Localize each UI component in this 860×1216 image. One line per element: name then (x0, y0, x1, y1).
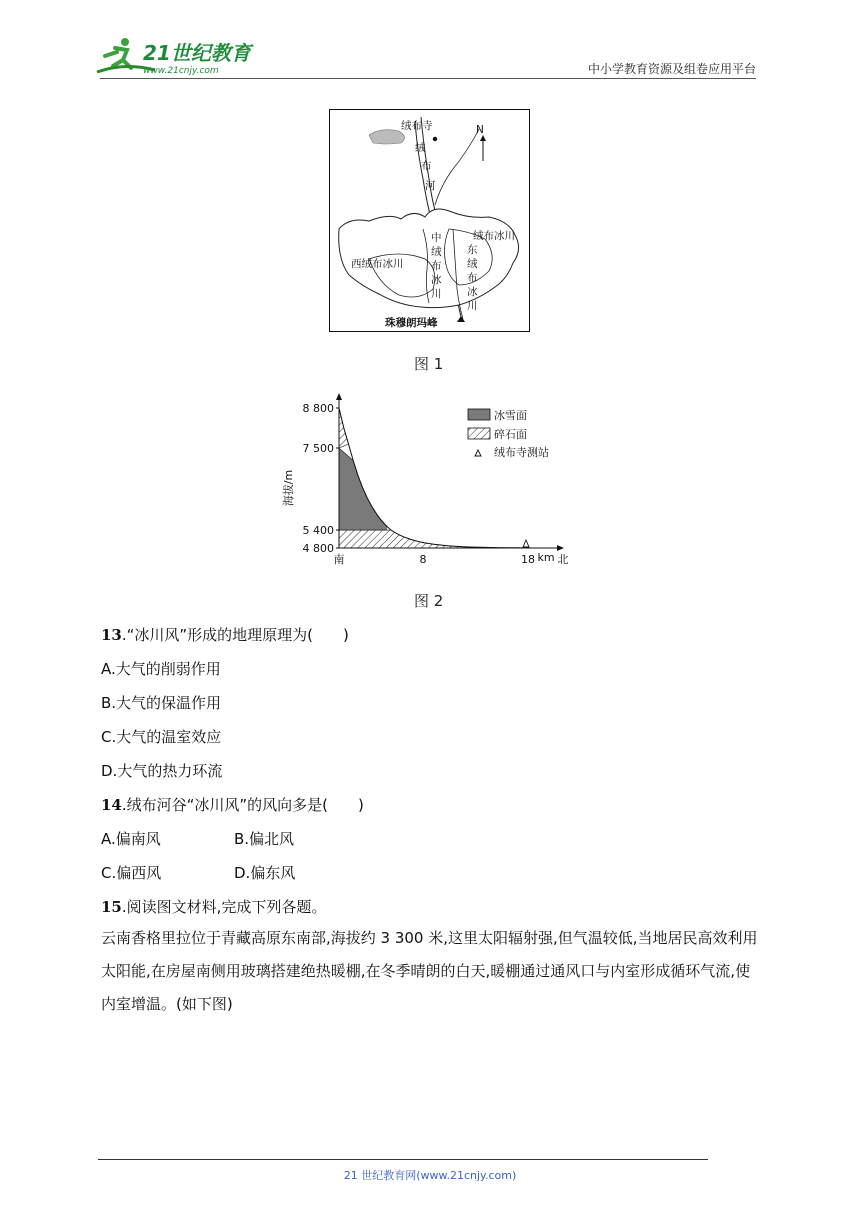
q13-option-b[interactable]: B.大气的保温作用 (101, 694, 222, 712)
gravel-band-low (339, 530, 528, 548)
x-axis-arrow-icon (557, 545, 564, 551)
figure1-caption: 图 1 (414, 355, 444, 373)
logo-text: 21世纪教育 (143, 41, 251, 65)
y-tick-label-2: 5 400 (302, 524, 334, 537)
q14-option-c[interactable]: C.偏西风 (101, 864, 162, 882)
q14-option-d[interactable]: D.偏东风 (234, 864, 296, 882)
map-label-middle-glacier-2: 绒 (431, 246, 442, 258)
map-label-river-3: 河 (425, 180, 436, 192)
legend-label-station: 绒布寺测站 (494, 446, 549, 459)
y-axis-arrow-icon (336, 393, 342, 400)
legend-label-snow-ice: 冰雪面 (494, 409, 527, 422)
figure2-caption: 图 2 (414, 592, 444, 610)
temple-marker-icon (433, 137, 437, 141)
map-label-rongbuk-glacier: 绒布冰川 (473, 230, 515, 242)
y-tick-label-3: 4 800 (302, 542, 334, 555)
map-label-middle-glacier-1: 中 (431, 232, 442, 244)
map-label-east-glacier-3: 布 (467, 272, 478, 284)
footer-divider (98, 1159, 708, 1160)
chart-ylabel: 海拔/m (282, 469, 295, 507)
map-label-east-glacier-1: 东 (467, 244, 478, 256)
map-label-peak: 珠穆朗玛峰 (385, 317, 438, 329)
x-unit-label: km (537, 551, 555, 564)
map-label-north: N (476, 124, 484, 136)
site-logo (95, 36, 265, 78)
y-tick-label-1: 7 500 (302, 442, 334, 455)
logo-url: www.21cnjy.com (143, 66, 219, 76)
chart-legend (468, 408, 549, 459)
station-triangle-icon (523, 540, 529, 547)
chart-plot-area (303, 393, 569, 566)
figure1-map (329, 109, 530, 332)
question-14: 14.绒布河谷“冰川风”的风向多是( ) (101, 796, 364, 814)
map-label-river-2: 布 (421, 160, 432, 172)
map-label-east-glacier-4: 冰 (467, 286, 478, 298)
y-tick-label-0: 8 800 (302, 402, 334, 415)
q13-option-d[interactable]: D.大气的热力环流 (101, 762, 223, 780)
q13-option-a[interactable]: A.大气的削弱作用 (101, 660, 221, 678)
q14-option-a[interactable]: A.偏南风 (101, 830, 161, 848)
map-label-middle-glacier-3: 布 (431, 260, 442, 272)
question-15: 15.阅读图文材料,完成下列各题。 (101, 898, 327, 916)
q14-option-b[interactable]: B.偏北风 (234, 830, 295, 848)
map-label-river-1: 绒 (415, 142, 426, 154)
q15-material: 云南香格里拉位于青藏高原东南部,海拔约 3 300 米,这里太阳辐射强,但气温较低,当地居民高效利用太阳能,在房屋南侧用玻璃搭建绝热暖棚,在冬季晴朗的白天,暖棚通过通风口与内室形成循环气流,使内室增温。(如下图) (101, 929, 758, 1013)
map-label-middle-glacier-4: 冰 (431, 274, 442, 286)
footer-text: 21 世纪教育网(www.21cnjy.com) (343, 1169, 517, 1182)
map-label-west-glacier: 西绒布冰川 (351, 258, 404, 270)
legend-swatch-snow-ice (468, 409, 490, 420)
x-tick-label-0: 8 (419, 553, 427, 566)
header-divider (100, 78, 756, 79)
x-end-label: 北 (557, 553, 569, 566)
legend-label-gravel: 碎石面 (494, 428, 527, 441)
platform-title: 中小学教育资源及组卷应用平台 (587, 62, 756, 76)
map-label-middle-glacier-5: 川 (431, 288, 442, 300)
legend-station-triangle-icon (475, 450, 481, 456)
x-start-label: 南 (333, 553, 345, 566)
figure2-profile-chart (284, 388, 584, 578)
x-tick-label-1: 18 (521, 553, 535, 566)
map-label-east-glacier-2: 绒 (467, 258, 478, 270)
q13-option-c[interactable]: C.大气的温室效应 (101, 728, 222, 746)
map-label-east-glacier-5: 川 (467, 300, 478, 312)
map-label-temple: 绒布寺 (401, 120, 433, 132)
legend-swatch-gravel (468, 428, 490, 439)
question-13: 13.“冰川风”形成的地理原理为( ) (101, 626, 349, 644)
